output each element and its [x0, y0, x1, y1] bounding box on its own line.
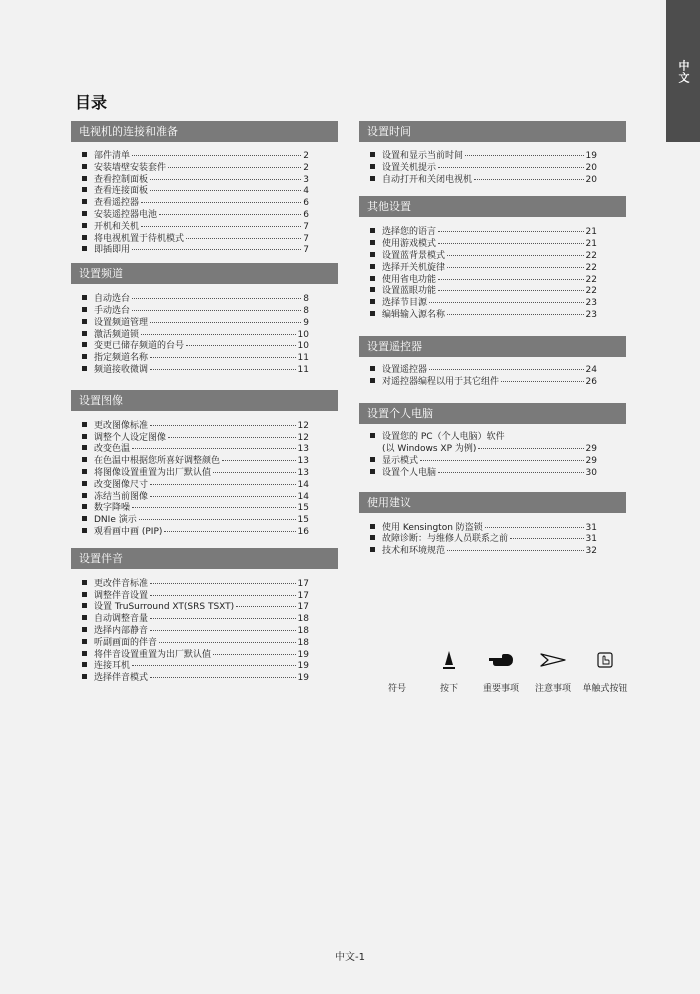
toc-entry[interactable]: 自动选台 8 [82, 294, 309, 306]
bullet-icon [370, 264, 375, 269]
section-header: 其他设置 [359, 196, 626, 217]
toc-section [71, 548, 338, 685]
toc-entry[interactable]: (以 Windows XP 为例) 29 [382, 444, 597, 455]
bullet-icon [370, 547, 375, 552]
bullet-icon [370, 228, 375, 233]
important-hand-icon [488, 648, 514, 672]
section-header: 设置个人电脑 [359, 403, 626, 424]
section-header: 使用建议 [359, 492, 626, 513]
toc-entry[interactable]: 使用 Kensington 防盗锁 31 [370, 523, 597, 535]
bullet-icon [82, 246, 87, 251]
toc-entry[interactable]: 选择伴音模式 19 [82, 673, 309, 685]
toc-entry[interactable]: 将伴音设置重置为出厂默认值 19 [82, 650, 309, 662]
bullet-icon [370, 252, 375, 257]
bullet-icon [82, 528, 87, 533]
bullet-icon [82, 366, 87, 371]
bullet-icon [82, 639, 87, 644]
bullet-icon [370, 176, 375, 181]
toc-entry[interactable]: 观看画中画 (PIP) 16 [82, 527, 309, 539]
toc-entry[interactable]: 设置您的 PC（个人电脑）软件 [370, 432, 597, 444]
toc-entry[interactable]: 查看连接面板 4 [82, 186, 309, 198]
symbol-item: 单触式按钮 [579, 648, 631, 694]
toc-section [359, 403, 626, 479]
toc-list [71, 151, 338, 257]
toc-entry[interactable]: 设置和显示当前时间 19 [370, 151, 597, 163]
bullet-icon [82, 354, 87, 359]
symbol-item: 按下 [423, 648, 475, 694]
bullet-icon [82, 504, 87, 509]
bullet-icon [82, 469, 87, 474]
section-header: 设置遥控器 [359, 336, 626, 357]
bullet-icon [370, 366, 375, 371]
toc-entry[interactable]: 数字降噪 15 [82, 503, 309, 515]
toc-entry[interactable]: 设置个人电脑 30 [370, 468, 597, 480]
toc-list [359, 365, 626, 389]
bullet-icon [82, 493, 87, 498]
bullet-icon [82, 199, 87, 204]
section-header: 电视机的连接和准备 [71, 121, 338, 142]
bullet-icon [82, 176, 87, 181]
bullet-icon [370, 164, 375, 169]
toc-entry[interactable]: 设置蓝眼功能 22 [370, 286, 597, 298]
language-tab: 中文 [666, 0, 700, 142]
toc-entry[interactable]: 安装遥控器电池 6 [82, 210, 309, 222]
toc-entry[interactable]: 选择您的语言 21 [370, 227, 597, 239]
bullet-icon [82, 457, 87, 462]
symbol-item: 符号 [387, 684, 406, 694]
toc-entry[interactable]: 更改伴音标准 17 [82, 579, 309, 591]
bullet-icon [370, 535, 375, 540]
toc-list [71, 294, 338, 377]
bullet-icon [370, 240, 375, 245]
toc-entry[interactable]: 设置 TruSurround XT(SRS TSXT) 17 [82, 602, 309, 614]
bullet-icon [370, 524, 375, 529]
toc-entry[interactable]: 即插即用 7 [82, 245, 309, 257]
bullet-icon [82, 211, 87, 216]
bullet-icon [370, 287, 375, 292]
toc-section [71, 121, 338, 257]
toc-list [359, 227, 626, 321]
note-arrow-icon [540, 648, 566, 672]
toc-entry[interactable]: 连接耳机 19 [82, 661, 309, 673]
one-touch-button-icon [597, 648, 613, 672]
toc-entry[interactable]: 安装墙壁安装套件 2 [82, 163, 309, 175]
section-header: 设置图像 [71, 390, 338, 411]
toc-entry[interactable]: 设置蓝背景模式 22 [370, 251, 597, 263]
bullet-icon [82, 627, 87, 632]
toc-list [71, 579, 338, 685]
page-number: 中文-1 [335, 952, 365, 963]
bullet-icon [82, 331, 87, 336]
bullet-icon [82, 223, 87, 228]
bullet-icon [370, 276, 375, 281]
toc-entry[interactable]: 自动调整音量 18 [82, 614, 309, 626]
toc-entry[interactable]: 改变色温 13 [82, 444, 309, 456]
toc-entry[interactable]: 将电视机置于待机模式 7 [82, 234, 309, 246]
toc-entry[interactable]: 选择内部静音 18 [82, 626, 309, 638]
toc-section [359, 336, 626, 389]
toc-entry[interactable]: 听副画面的伴音 18 [82, 638, 309, 650]
bullet-icon [82, 164, 87, 169]
toc-entry[interactable]: 激活频道锁 10 [82, 330, 309, 342]
toc-entry[interactable]: 选择节目源 23 [370, 298, 597, 310]
bullet-icon [370, 469, 375, 474]
section-header: 设置频道 [71, 263, 338, 284]
toc-entry[interactable]: 变更已储存频道的台号 10 [82, 341, 309, 353]
toc-list [359, 151, 626, 186]
toc-entry[interactable]: 调整伴音设置 17 [82, 591, 309, 603]
toc-entry[interactable]: 显示模式 29 [370, 456, 597, 468]
toc-entry[interactable]: DNIe 演示 15 [82, 515, 309, 527]
toc-entry[interactable]: 设置遥控器 24 [370, 365, 597, 377]
toc-entry[interactable]: 将图像设置重置为出厂默认值 13 [82, 468, 309, 480]
bullet-icon [82, 674, 87, 679]
bullet-icon [82, 615, 87, 620]
toc-entry[interactable]: 冻结当前图像 14 [82, 492, 309, 504]
bullet-icon [82, 603, 87, 608]
toc-entry[interactable]: 使用省电功能 22 [370, 275, 597, 287]
toc-section [71, 390, 338, 539]
toc-entry[interactable]: 改变图像尺寸 14 [82, 480, 309, 492]
toc-section [359, 121, 626, 186]
toc-entry[interactable]: 手动选台 8 [82, 306, 309, 318]
bullet-icon [370, 299, 375, 304]
bullet-icon [370, 378, 375, 383]
toc-entry[interactable]: 部件清单 2 [82, 151, 309, 163]
toc-entry[interactable]: 查看遥控器 6 [82, 198, 309, 210]
bullet-icon [370, 457, 375, 462]
bullet-icon [82, 319, 87, 324]
toc-entry[interactable]: 指定频道名称 11 [82, 353, 309, 365]
toc-entry[interactable]: 开机和关机 7 [82, 222, 309, 234]
bullet-icon [82, 422, 87, 427]
toc-entry[interactable]: 自动打开和关闭电视机 20 [370, 175, 597, 187]
toc-list [71, 421, 338, 539]
bullet-icon [82, 307, 87, 312]
symbol-item: 重要事项 [475, 648, 527, 694]
bullet-icon [82, 592, 87, 597]
bullet-icon [82, 481, 87, 486]
toc-section [71, 263, 338, 377]
right-column [359, 121, 626, 558]
toc-entry[interactable]: 使用游戏模式 21 [370, 239, 597, 251]
bullet-icon [82, 152, 87, 157]
toc-list [359, 523, 626, 558]
bullet-icon [82, 295, 87, 300]
toc-entry[interactable]: 选择开关机旋律 22 [370, 263, 597, 275]
bullet-icon [82, 434, 87, 439]
bullet-icon [370, 433, 375, 438]
toc-entry[interactable]: 调整个人设定图像 12 [82, 433, 309, 445]
symbol-legend [371, 648, 631, 694]
toc-section [359, 492, 626, 558]
bullet-icon [82, 342, 87, 347]
left-column [71, 121, 338, 685]
toc-entry[interactable]: 技术和环境规范 32 [370, 546, 597, 558]
toc-entry[interactable]: 频道接收微调 11 [82, 365, 309, 377]
toc-entry[interactable]: 对遥控器编程以用于其它组件 26 [370, 377, 597, 389]
toc-entry[interactable]: 查看控制面板 3 [82, 175, 309, 187]
bullet-icon [82, 516, 87, 521]
toc-entry[interactable]: 编辑输入源名称 23 [370, 310, 597, 322]
bullet-icon [82, 235, 87, 240]
toc-entry[interactable]: 更改图像标准 12 [82, 421, 309, 433]
section-header: 设置时间 [359, 121, 626, 142]
symbol-item: 注意事项 [527, 648, 579, 694]
toc-entry[interactable]: 故障诊断：与维修人员联系之前 31 [370, 534, 597, 546]
press-icon [442, 648, 456, 672]
toc-entry[interactable]: 设置频道管理 9 [82, 318, 309, 330]
bullet-icon [82, 445, 87, 450]
bullet-icon [82, 662, 87, 667]
page-title: 目录 [75, 93, 108, 112]
toc-entry[interactable]: 在色温中根据您所喜好调整颜色 13 [82, 456, 309, 468]
bullet-icon [82, 651, 87, 656]
bullet-icon [370, 311, 375, 316]
bullet-icon [82, 580, 87, 585]
section-header: 设置伴音 [71, 548, 338, 569]
toc-list [359, 432, 626, 479]
toc-section [359, 196, 626, 321]
bullet-icon [370, 152, 375, 157]
bullet-icon [82, 187, 87, 192]
toc-entry[interactable]: 设置关机提示 20 [370, 163, 597, 175]
